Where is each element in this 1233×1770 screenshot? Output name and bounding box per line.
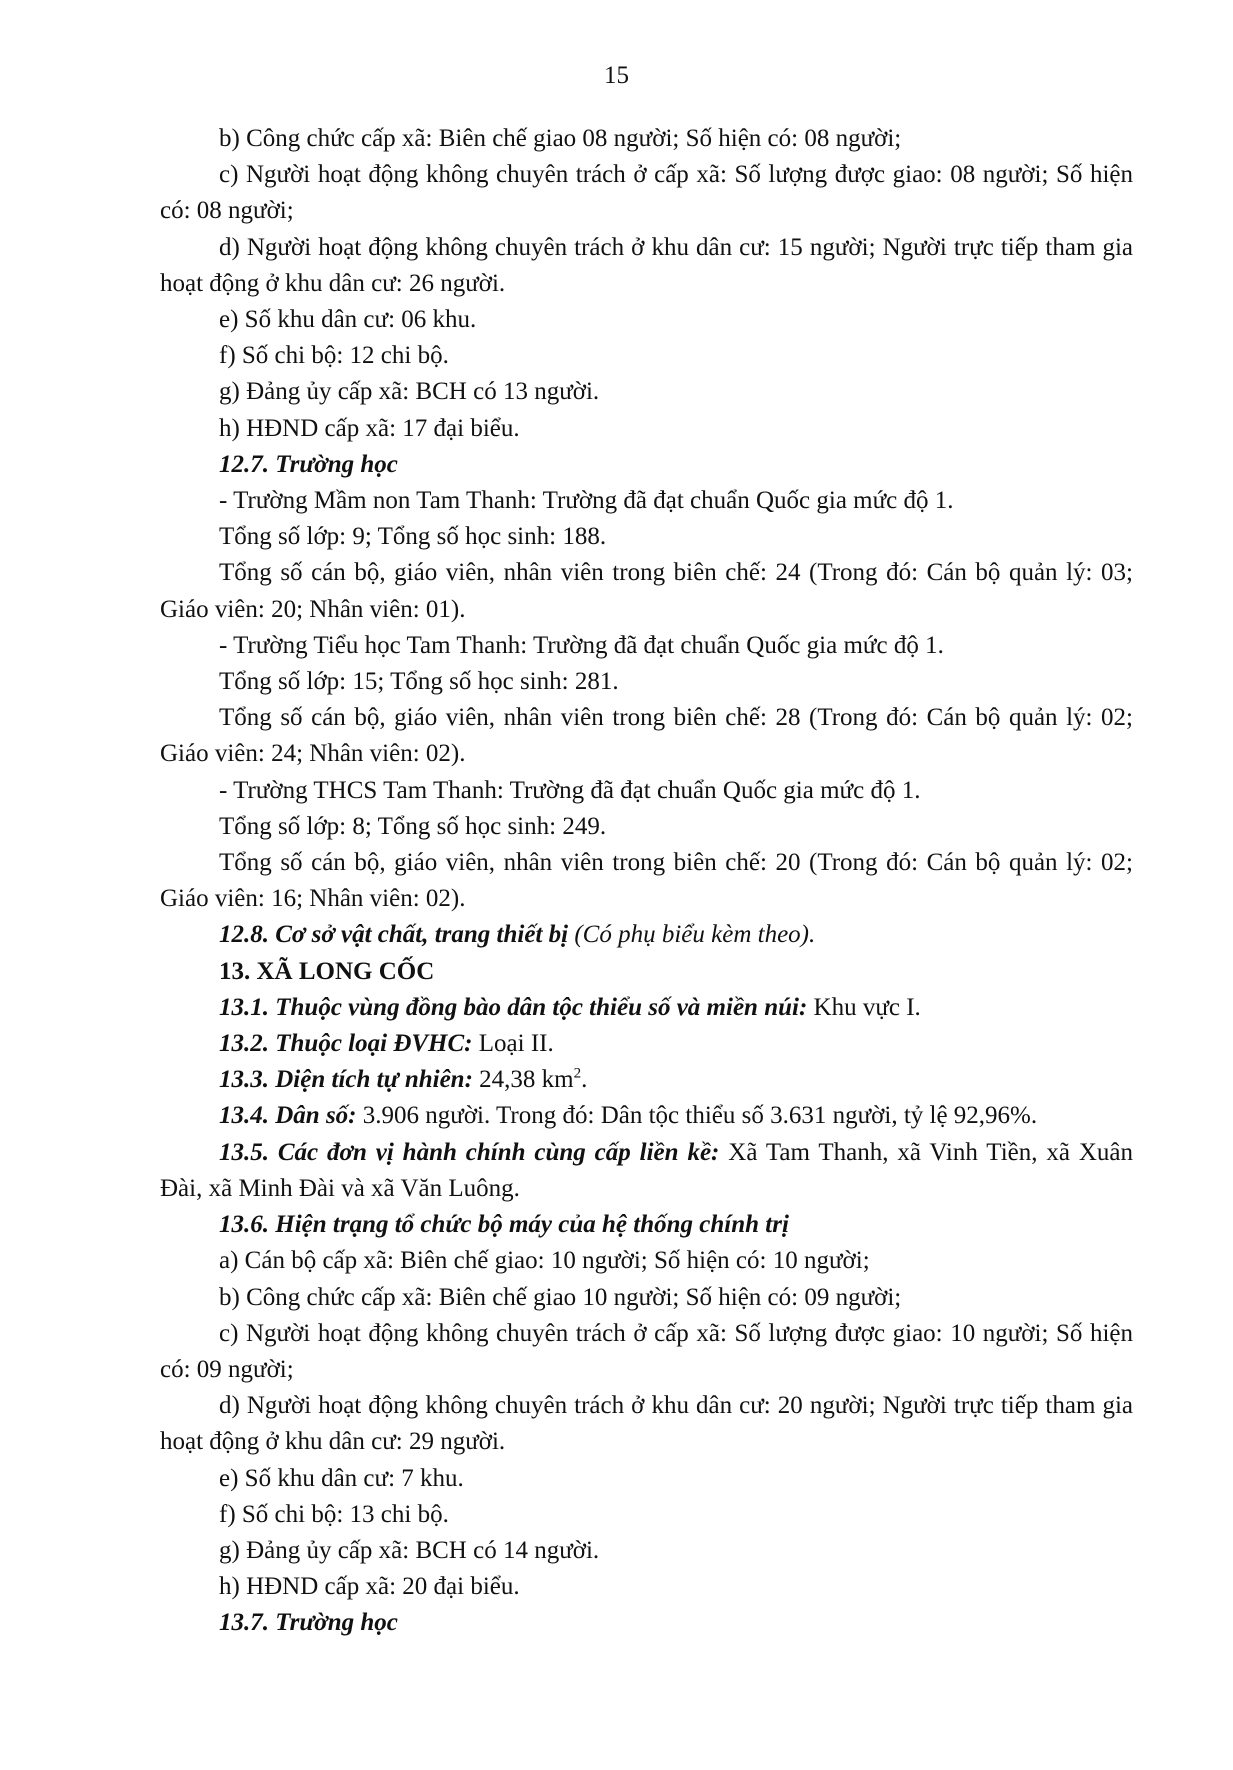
heading-value: Xã Tam Thanh, xã Vinh Tiền, xã Xuân Đài, xã Minh Đài và xã Văn Luông. — [160, 1138, 1134, 1202]
paragraph-kindergarten: - Trường Mầm non Tam Thanh: Trường đã đạt chuẩn Quốc gia mức độ 1. — [219, 487, 954, 515]
section-heading-13-3 — [160, 1062, 1133, 1098]
paragraph-primary-school: - Trường Tiểu học Tam Thanh: Trường đã đạt chuẩn Quốc gia mức độ 1. — [219, 631, 944, 659]
heading-label: 13.4. Dân số: — [219, 1102, 357, 1130]
paragraph-kindergarten-staff: Tổng số cán bộ, giáo viên, nhân viên trong biên chế: 24 (Trong đó: Cán bộ quản lý: 03; Giáo viên: 20; Nhân viên: 01). — [160, 559, 1133, 623]
paragraph-part-time-commune: c) Người hoạt động không chuyên trách ở cấp xã: Số lượng được giao: 08 người; Số hiện có: 08 người; — [160, 161, 1133, 225]
heading-label: 13.1. Thuộc vùng đồng bào dân tộc thiểu số và miền núi: — [219, 993, 808, 1021]
section-heading-13: 13. XÃ LONG CỐC — [219, 957, 435, 985]
paragraph-kindergarten-classes: Tổng số lớp: 9; Tổng số học sinh: 188. — [219, 523, 607, 551]
heading-value: Loại II. — [478, 1030, 554, 1058]
paragraph-peoples-council: h) HĐND cấp xã: 17 đại biểu. — [219, 414, 520, 442]
paragraph-secondary-staff: Tổng số cán bộ, giáo viên, nhân viên trong biên chế: 20 (Trong đó: Cán bộ quản lý: 02; Giáo viên: 16; Nhân viên: 02). — [160, 849, 1133, 913]
heading-label: 13.3. Diện tích tự nhiên: — [219, 1066, 473, 1094]
section-heading-13-2 — [160, 1026, 1133, 1062]
paragraph-primary-staff: Tổng số cán bộ, giáo viên, nhân viên trong biên chế: 28 (Trong đó: Cán bộ quản lý: 02; Giáo viên: 24; Nhân viên: 02). — [160, 704, 1133, 768]
heading-value: 3.906 người. Trong đó: Dân tộc thiểu số 3.631 người, tỷ lệ 92,96%. — [362, 1102, 1038, 1130]
paragraph-residential-areas: e) Số khu dân cư: 7 khu. — [219, 1464, 464, 1492]
paragraph-peoples-council: h) HĐND cấp xã: 20 đại biểu. — [219, 1573, 520, 1601]
superscript: 2 — [573, 1065, 582, 1082]
heading-label: 12.8. Cơ sở vật chất, trang thiết bị — [219, 921, 569, 949]
section-heading-13-7: 13.7. Trường học — [219, 1609, 398, 1637]
section-heading-13-6: 13.6. Hiện trạng tổ chức bộ máy của hệ thống chính trị — [219, 1211, 789, 1239]
heading-label: 13.5. Các đơn vị hành chính cùng cấp liền kề: — [219, 1138, 720, 1166]
paragraph-part-time-commune: c) Người hoạt động không chuyên trách ở cấp xã: Số lượng được giao: 10 người; Số hiện có: 09 người; — [160, 1319, 1133, 1383]
section-heading-13-1 — [160, 990, 1133, 1026]
heading-note: (Có phụ biểu kèm theo). — [574, 921, 816, 949]
paragraph-party-committee: g) Đảng ủy cấp xã: BCH có 13 người. — [219, 378, 600, 406]
heading-value: Khu vực I. — [813, 993, 921, 1021]
paragraph-secondary-classes: Tổng số lớp: 8; Tổng số học sinh: 249. — [219, 812, 607, 840]
heading-end: . — [581, 1066, 588, 1094]
paragraph-part-time-residential: d) Người hoạt động không chuyên trách ở khu dân cư: 15 người; Người trực tiếp tham gia hoạt động ở khu dân cư: 26 người. — [160, 233, 1133, 297]
paragraph-party-cells: f) Số chi bộ: 13 chi bộ. — [219, 1500, 449, 1528]
paragraph-party-cells: f) Số chi bộ: 12 chi bộ. — [219, 342, 449, 370]
heading-label: 13.2. Thuộc loại ĐVHC: — [219, 1030, 473, 1058]
document-body — [160, 121, 1133, 1642]
section-heading-12-7: 12.7. Trường học — [219, 450, 398, 478]
paragraph-primary-classes: Tổng số lớp: 15; Tổng số học sinh: 281. — [219, 668, 619, 696]
paragraph-civil-servants: b) Công chức cấp xã: Biên chế giao 10 người; Số hiện có: 09 người; — [219, 1283, 902, 1311]
paragraph-secondary-school: - Trường THCS Tam Thanh: Trường đã đạt chuẩn Quốc gia mức độ 1. — [219, 776, 921, 804]
paragraph-part-time-residential: d) Người hoạt động không chuyên trách ở khu dân cư: 20 người; Người trực tiếp tham gia hoạt động ở khu dân cư: 29 người. — [160, 1392, 1133, 1456]
page-number: 15 — [604, 62, 629, 89]
paragraph-residential-areas: e) Số khu dân cư: 06 khu. — [219, 306, 477, 334]
heading-value: 24,38 km — [479, 1066, 574, 1094]
paragraph-commune-cadres: a) Cán bộ cấp xã: Biên chế giao: 10 người; Số hiện có: 10 người; — [219, 1247, 870, 1275]
paragraph-party-committee: g) Đảng ủy cấp xã: BCH có 14 người. — [219, 1536, 600, 1564]
section-heading-13-5 — [160, 1135, 1133, 1207]
section-heading-12-8 — [160, 917, 1133, 953]
section-heading-13-4 — [160, 1098, 1133, 1134]
paragraph-civil-servants: b) Công chức cấp xã: Biên chế giao 08 người; Số hiện có: 08 người; — [219, 125, 902, 152]
